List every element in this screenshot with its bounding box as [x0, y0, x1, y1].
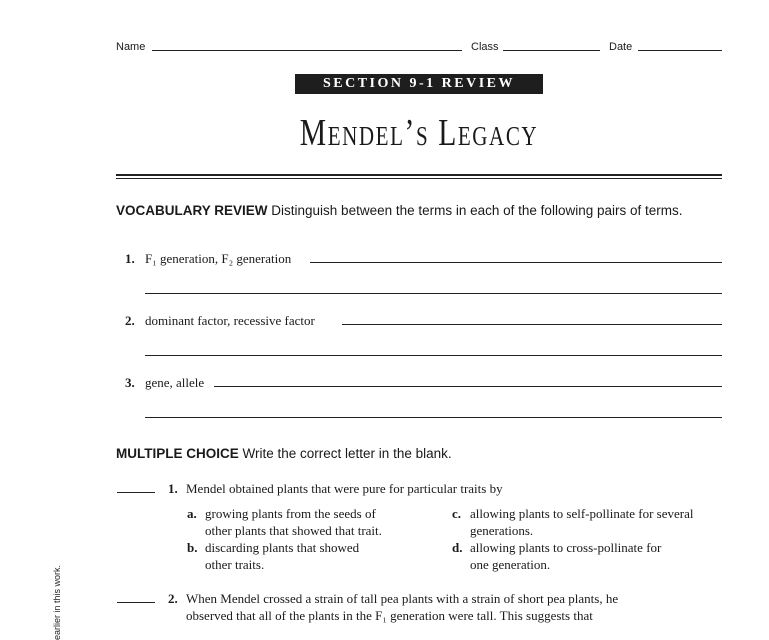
- question-text: observed that all of the plants in the F₁ generation were tall. This suggests that: [186, 608, 593, 623]
- question-number: 2.: [168, 591, 178, 606]
- vocab-item-text: F₁ generation, F₂ generation: [145, 251, 292, 266]
- option-b: [187, 539, 359, 573]
- option-a: [187, 505, 382, 539]
- title-rule-thick: [116, 174, 722, 176]
- option-letter: b.: [187, 540, 198, 555]
- option-text: generations.: [470, 523, 534, 538]
- question-number: 1.: [168, 481, 178, 496]
- option-text: discarding plants that showed: [205, 540, 360, 555]
- option-text: growing plants from the seeds of: [205, 506, 376, 521]
- multiple-choice-instruction: Write the correct letter in the blank.: [242, 446, 452, 461]
- option-letter: a.: [187, 506, 197, 521]
- vocab-answer-line[interactable]: [310, 262, 722, 263]
- option-letter: c.: [452, 506, 462, 521]
- class-field[interactable]: [503, 50, 600, 51]
- date-field[interactable]: [638, 50, 722, 51]
- vocabulary-heading: [116, 202, 716, 219]
- option-text: allowing plants to cross-pollinate for: [470, 540, 662, 555]
- name-label: Name: [116, 41, 146, 53]
- vocab-answer-line[interactable]: [342, 324, 722, 325]
- option-text: allowing plants to self-pollinate for several: [470, 506, 694, 521]
- question-text: When Mendel crossed a strain of tall pea plants with a strain of short pea plants, he: [186, 591, 619, 606]
- answer-blank[interactable]: [117, 602, 155, 603]
- vocab-item-text: dominant factor, recessive factor: [145, 313, 315, 328]
- vocab-item-number: 1.: [125, 251, 135, 266]
- vocab-answer-line[interactable]: [214, 386, 722, 387]
- vocab-item-number: 2.: [125, 313, 135, 328]
- page-title: Mendel’s Legacy: [299, 112, 539, 154]
- vocabulary-instruction: Distinguish between the terms in each of the following pairs of terms.: [271, 203, 683, 218]
- class-label: Class: [471, 41, 499, 53]
- multiple-choice-heading: [116, 445, 716, 462]
- vocab-answer-line[interactable]: [145, 355, 722, 356]
- multiple-choice-label: MULTIPLE CHOICE: [116, 446, 239, 461]
- side-note: earlier in this work.: [52, 564, 62, 640]
- date-label: Date: [609, 41, 633, 53]
- title-rule-thin: [116, 178, 722, 179]
- option-c: [452, 505, 693, 539]
- option-text: one generation.: [470, 557, 551, 572]
- option-letter: d.: [452, 540, 463, 555]
- vocab-answer-line[interactable]: [145, 417, 722, 418]
- vocab-answer-line[interactable]: [145, 293, 722, 294]
- answer-blank[interactable]: [117, 492, 155, 493]
- section-banner: SECTION 9-1 REVIEW: [295, 74, 543, 94]
- vocab-item-text: gene, allele: [145, 375, 205, 390]
- question-text: Mendel obtained plants that were pure for particular traits by: [186, 481, 503, 496]
- vocabulary-label: VOCABULARY REVIEW: [116, 203, 268, 218]
- option-text: other plants that showed that trait.: [205, 523, 382, 538]
- name-field[interactable]: [152, 50, 462, 51]
- option-text: other traits.: [205, 557, 265, 572]
- vocab-item-number: 3.: [125, 375, 135, 390]
- option-d: [452, 539, 661, 573]
